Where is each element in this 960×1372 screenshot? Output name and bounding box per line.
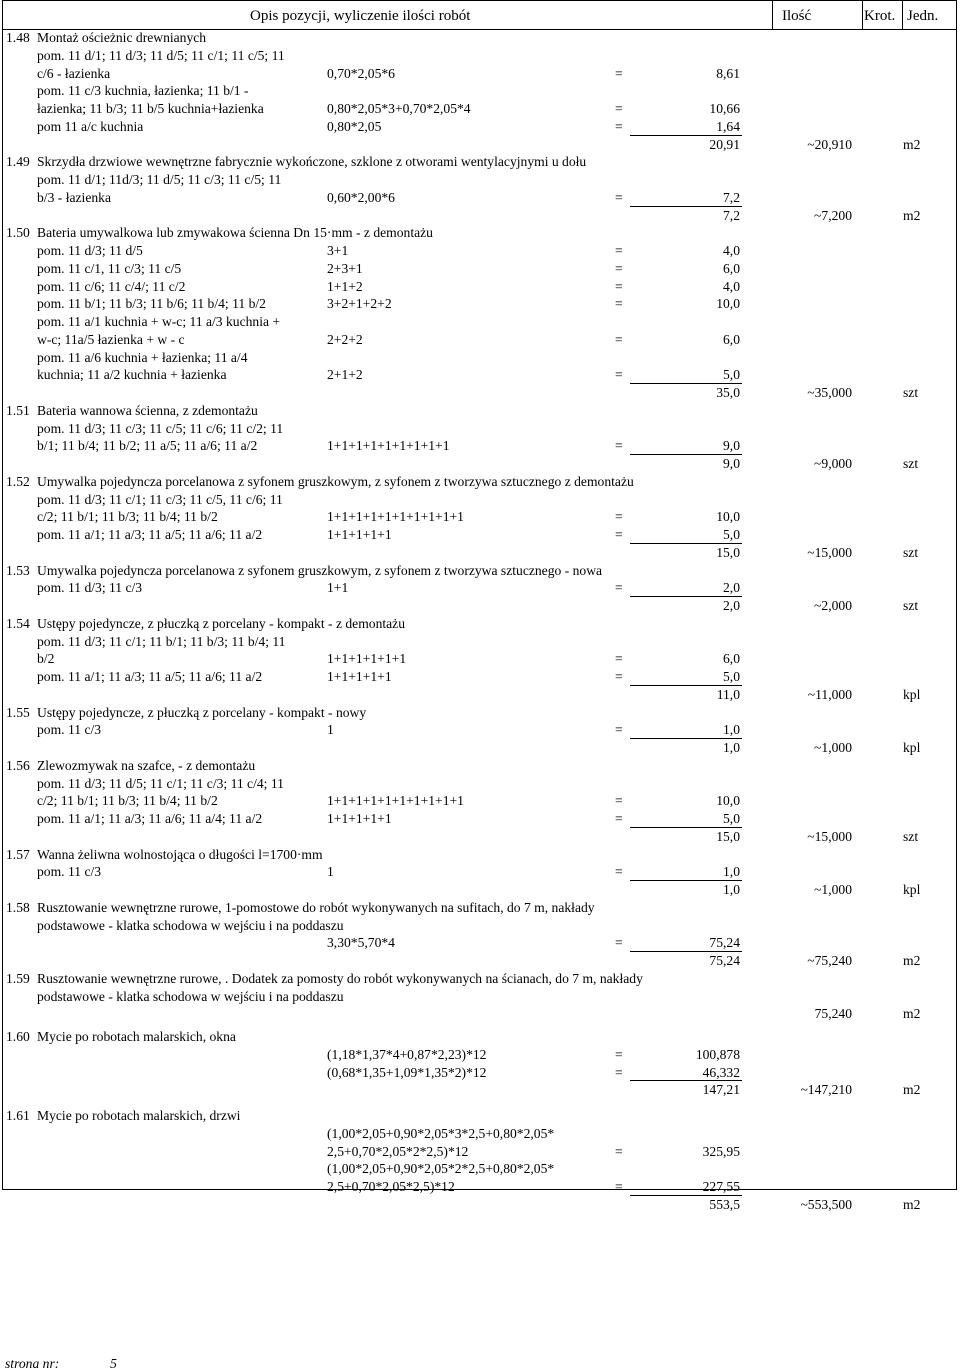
- item-equals: =: [615, 1143, 623, 1159]
- item-value: 10,0: [716, 793, 740, 809]
- item-formula: 0,70*2,05*6: [327, 65, 395, 81]
- item-equals: =: [615, 722, 623, 738]
- page-footer: [5, 1356, 117, 1372]
- item-equals: =: [615, 793, 623, 809]
- item-number: 1.48: [6, 30, 30, 45]
- item-total: 35,0: [716, 385, 740, 400]
- item-title: Ustępy pojedyncze, z płuczką z porcelany - kompakt - z demontażu: [37, 615, 406, 631]
- item-formula: 0,80*2,05: [327, 118, 382, 134]
- item-formula: 1+1+1+1+1: [327, 669, 392, 684]
- item-location: pom. 11 d/3; 11 c/3: [37, 580, 143, 596]
- item-number: 1.56: [6, 757, 30, 773]
- item-value: 1,0: [723, 722, 740, 738]
- item-total: 147,21: [702, 1082, 740, 1098]
- item-equals: =: [615, 509, 623, 525]
- item-location: pom. 11 c/1, 11 c/3; 11 c/5: [37, 260, 182, 276]
- item-multiplied: ~20,910: [807, 136, 852, 152]
- item-formula: 1+1+1+1+1: [327, 811, 392, 826]
- item-formula: 2,5+0,70*2,05*2,5)*12: [327, 1179, 455, 1194]
- item-unit: m2: [903, 1006, 921, 1022]
- item-equals: =: [615, 651, 623, 667]
- item-unit: m2: [903, 1196, 921, 1212]
- item-location: c/2; 11 b/1; 11 b/3; 11 b/4; 11 b/2: [37, 793, 218, 809]
- item-value: 5,0: [723, 367, 740, 383]
- item-title-continued: podstawowe - klatka schodowa w wejściu i na poddaszu: [37, 988, 344, 1004]
- header-quantity: Ilość: [782, 8, 812, 24]
- item-formula: 3,30*5,70*4: [327, 935, 395, 951]
- item-number: 1.58: [6, 899, 30, 915]
- item-value: 7,2: [723, 189, 740, 205]
- item-location: pom. 11 d/3; 11 c/1; 11 b/1; 11 b/3; 11 b/4; 11: [37, 633, 286, 649]
- item-formula: 3+2+1+2+2: [327, 296, 392, 312]
- item-value: 4,0: [723, 278, 740, 294]
- item-total: 15,0: [716, 828, 740, 844]
- item-number: 1.59: [6, 970, 30, 986]
- item-multiplied: ~11,000: [807, 686, 852, 702]
- item-multiplied: ~15,000: [807, 544, 852, 560]
- item-title: Bateria umywalkowa lub zmywakowa ścienna Dn 15·mm - z demontażu: [37, 225, 433, 241]
- item-value: 5,0: [723, 669, 740, 684]
- item-number: 1.50: [6, 225, 30, 241]
- item-location: pom. 11 c/3: [37, 722, 102, 738]
- item-formula: (1,00*2,05+0,90*2,05*3*2,5+0,80*2,05*: [327, 1125, 555, 1141]
- item-location: b/1; 11 b/4; 11 b/2; 11 a/5; 11 a/6; 11 a/2: [37, 438, 258, 454]
- item-location: łazienka; 11 b/3; 11 b/5 kuchnia+łazienka: [37, 101, 264, 116]
- item-formula: 1+1+1+1+1+1: [327, 651, 407, 667]
- item-title: Rusztowanie wewnętrzne rurowe, 1-pomostowe do robót wykonywanych na sufitach, do 7 m, nakłady: [37, 899, 595, 915]
- item-multiplied: ~553,500: [800, 1196, 852, 1212]
- item-value: 75,24: [709, 935, 740, 951]
- item-title: Bateria wannowa ścienna, z zdemontażu: [37, 402, 258, 418]
- column-divider: [862, 0, 863, 30]
- item-formula: 0,60*2,00*6: [327, 189, 395, 205]
- item-title: Rusztowanie wewnętrzne rurowe, . Dodatek za pomosty do robót wykonywanych na ścianach, do 7 m, nakłady: [37, 970, 643, 986]
- item-unit: m2: [903, 1082, 921, 1098]
- item-location: pom. 11 c/3 kuchnia, łazienka; 11 b/1 -: [37, 83, 249, 99]
- item-location: pom. 11 c/3: [37, 864, 102, 880]
- item-equals: =: [615, 189, 623, 205]
- item-formula: 1+1+1+1+1+1+1+1+1+1: [327, 509, 464, 525]
- item-equals: =: [615, 935, 623, 951]
- item-location: pom 11 a/c kuchnia: [37, 118, 144, 134]
- item-total: 9,0: [723, 456, 740, 471]
- item-value: 6,0: [723, 331, 740, 347]
- item-location: pom. 11 d/3; 11 c/3; 11 c/5; 11 c/6; 11 c/2; 11: [37, 420, 284, 436]
- item-total: 11,0: [716, 686, 740, 702]
- item-unit: szt: [903, 456, 919, 471]
- item-title: Mycie po robotach malarskich, drzwi: [37, 1108, 241, 1123]
- item-multiplied: ~1,000: [814, 740, 852, 755]
- item-equals: =: [615, 118, 623, 134]
- item-number: 1.55: [6, 704, 30, 720]
- item-unit: kpl: [903, 882, 921, 897]
- item-formula: 0,80*2,05*3+0,70*2,05*4: [327, 101, 471, 116]
- item-equals: =: [615, 527, 623, 542]
- item-equals: =: [615, 580, 623, 596]
- item-formula: (1,00*2,05+0,90*2,05*2*2,5+0,80*2,05*: [327, 1161, 555, 1177]
- item-value: 6,0: [723, 260, 740, 276]
- item-number: 1.57: [6, 846, 30, 862]
- item-location: pom. 11 a/1; 11 a/3; 11 a/5; 11 a/6; 11 a/2: [37, 527, 263, 542]
- item-unit: szt: [903, 544, 919, 560]
- item-title: Ustępy pojedyncze, z płuczką z porcelany - kompakt - nowy: [37, 704, 367, 720]
- header-description: Opis pozycji, wyliczenie ilości robót: [250, 8, 471, 24]
- item-value: 325,95: [702, 1143, 740, 1159]
- item-location: pom. 11 d/3; 11 c/1; 11 c/3; 11 c/5, 11 c/6; 11: [37, 491, 283, 507]
- item-number: 1.49: [6, 154, 30, 170]
- item-title: Skrzydła drzwiowe wewnętrzne fabrycznie wykończone, szklone z otworami wentylacyjnymi u dołu: [37, 154, 587, 170]
- page-number: 5: [110, 1356, 117, 1371]
- item-equals: =: [615, 669, 623, 684]
- item-equals: =: [615, 438, 623, 454]
- item-location: pom. 11 b/1; 11 b/3; 11 b/6; 11 b/4; 11 b/2: [37, 296, 266, 312]
- item-number: 1.61: [6, 1108, 30, 1123]
- item-number: 1.60: [6, 1029, 30, 1044]
- item-location: pom. 11 a/1; 11 a/3; 11 a/5; 11 a/6; 11 a/2: [37, 669, 263, 684]
- item-location: pom. 11 d/3; 11 d/5: [37, 243, 143, 258]
- item-location: pom. 11 a/1; 11 a/3; 11 a/6; 11 a/4; 11 a/2: [37, 811, 263, 826]
- item-formula: 1+1+2: [327, 278, 363, 294]
- item-location: b/2: [37, 651, 55, 667]
- item-formula: 2,5+0,70*2,05*2*2,5)*12: [327, 1143, 469, 1159]
- item-location: pom. 11 d/1; 11d/3; 11 d/5; 11 c/3; 11 c/5; 11: [37, 172, 282, 187]
- item-value: 100,878: [695, 1046, 740, 1062]
- item-unit: kpl: [903, 686, 921, 702]
- header-unit: Jedn.: [907, 8, 939, 24]
- item-equals: =: [615, 1064, 623, 1080]
- item-multiplied: ~15,000: [807, 828, 852, 844]
- item-equals: =: [615, 1046, 623, 1062]
- item-unit: m2: [903, 207, 921, 223]
- item-total: 15,0: [716, 544, 740, 560]
- item-title: Montaż ościeżnic drewnianych: [37, 30, 207, 45]
- page-number-label: strona nr:: [5, 1356, 60, 1371]
- item-equals: =: [615, 1179, 623, 1194]
- item-equals: =: [615, 243, 623, 258]
- item-unit: kpl: [903, 740, 921, 755]
- item-number: 1.52: [6, 473, 30, 489]
- item-title: Zlewozmywak na szafce, - z demontażu: [37, 757, 256, 773]
- item-total: 553,5: [709, 1196, 740, 1212]
- item-value: 5,0: [723, 527, 740, 542]
- item-total: 1,0: [723, 740, 740, 755]
- item-formula: 1+1+1+1+1+1+1+1+1: [327, 438, 450, 454]
- item-formula: 1+1+1+1+1: [327, 527, 392, 542]
- item-location: pom. 11 a/6 kuchnia + łazienka; 11 a/4: [37, 349, 248, 365]
- item-location: c/6 - łazienka: [37, 65, 111, 81]
- item-equals: =: [615, 864, 623, 880]
- item-multiplied: ~9,000: [814, 456, 852, 471]
- item-value: 4,0: [723, 243, 740, 258]
- item-value: 1,0: [723, 864, 740, 880]
- item-value: 2,0: [723, 580, 740, 596]
- item-number: 1.51: [6, 402, 30, 418]
- item-formula: (1,18*1,37*4+0,87*2,23)*12: [327, 1046, 487, 1062]
- item-unit: szt: [903, 828, 919, 844]
- column-divider: [902, 0, 903, 30]
- item-total: 7,2: [723, 207, 740, 223]
- item-location: pom. 11 d/1; 11 d/3; 11 d/5; 11 c/1; 11 c/5; 11: [37, 47, 285, 63]
- item-equals: =: [615, 101, 623, 116]
- item-formula: (0,68*1,35+1,09*1,35*2)*12: [327, 1064, 487, 1080]
- item-unit: m2: [903, 953, 921, 968]
- item-formula: 1: [327, 864, 334, 880]
- item-unit: szt: [903, 598, 919, 613]
- item-location: c/2; 11 b/1; 11 b/3; 11 b/4; 11 b/2: [37, 509, 218, 525]
- item-number: 1.54: [6, 615, 30, 631]
- item-formula: 2+3+1: [327, 260, 363, 276]
- item-value: 5,0: [723, 811, 740, 826]
- item-multiplied: ~35,000: [807, 385, 852, 400]
- header-multiplier: Krot.: [864, 8, 896, 24]
- item-location: pom. 11 d/3; 11 d/5; 11 c/1; 11 c/3; 11 c/4; 11: [37, 775, 284, 791]
- item-value: 6,0: [723, 651, 740, 667]
- item-multiplied: ~2,000: [814, 598, 852, 613]
- item-location: kuchnia; 11 a/2 kuchnia + łazienka: [37, 367, 227, 383]
- item-multiplied: 75,240: [814, 1006, 852, 1022]
- item-formula: 1: [327, 722, 334, 738]
- item-value: 9,0: [723, 438, 740, 454]
- item-value: 227,55: [702, 1179, 740, 1194]
- item-total: 75,24: [709, 953, 740, 968]
- item-unit: szt: [903, 385, 919, 400]
- item-number: 1.53: [6, 562, 30, 578]
- item-formula: 2+2+2: [327, 331, 363, 347]
- item-multiplied: ~75,240: [807, 953, 852, 968]
- item-formula: 1+1+1+1+1+1+1+1+1+1: [327, 793, 464, 809]
- item-multiplied: ~147,210: [800, 1082, 852, 1098]
- item-equals: =: [615, 278, 623, 294]
- item-unit: m2: [903, 136, 921, 152]
- item-total: 1,0: [723, 882, 740, 897]
- item-total: 20,91: [709, 136, 740, 152]
- item-location: pom. 11 c/6; 11 c/4/; 11 c/2: [37, 278, 186, 294]
- item-location: w-c; 11a/5 łazienka + w - c: [37, 331, 185, 347]
- item-value: 8,61: [716, 65, 740, 81]
- item-multiplied: ~7,200: [814, 207, 852, 223]
- item-equals: =: [615, 296, 623, 312]
- column-divider: [772, 0, 773, 30]
- item-formula: 3+1: [327, 243, 349, 258]
- item-title: Umywalka pojedyncza porcelanowa z syfonem gruszkowym, z syfonem z tworzywa sztucznego z demontażu: [37, 473, 634, 489]
- item-equals: =: [615, 65, 623, 81]
- item-formula: 1+1: [327, 580, 349, 596]
- item-title: Mycie po robotach malarskich, okna: [37, 1029, 236, 1044]
- item-location: pom. 11 a/1 kuchnia + w-c; 11 a/3 kuchnia +: [37, 314, 281, 329]
- item-location: b/3 - łazienka: [37, 189, 111, 205]
- item-title: Wanna żeliwna wolnostojąca o długości l=1700·mm: [37, 846, 323, 862]
- item-equals: =: [615, 331, 623, 347]
- item-equals: =: [615, 811, 623, 826]
- item-value: 10,0: [716, 509, 740, 525]
- item-multiplied: ~1,000: [814, 882, 852, 897]
- item-equals: =: [615, 260, 623, 276]
- item-title-continued: podstawowe - klatka schodowa w wejściu i na poddaszu: [37, 917, 344, 933]
- item-title: Umywalka pojedyncza porcelanowa z syfonem gruszkowym, z syfonem z tworzywa sztucznego - nowa: [37, 562, 603, 578]
- item-value: 46,332: [702, 1064, 740, 1080]
- item-formula: 2+1+2: [327, 367, 363, 383]
- item-value: 10,66: [709, 101, 740, 116]
- item-total: 2,0: [723, 598, 740, 613]
- item-equals: =: [615, 367, 623, 383]
- item-value: 1,64: [716, 118, 740, 134]
- item-value: 10,0: [716, 296, 740, 312]
